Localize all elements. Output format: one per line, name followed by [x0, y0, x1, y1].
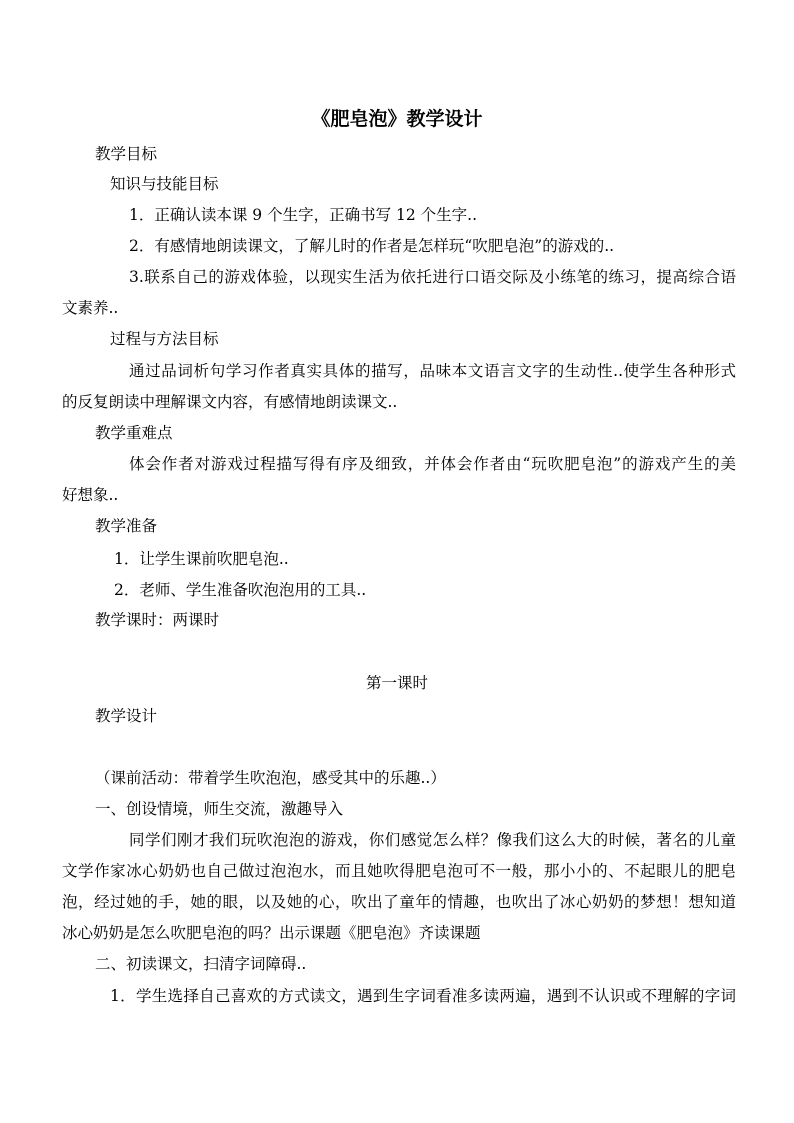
knowledge-item-3-cont: 文素养.. — [62, 299, 119, 317]
prep-item-1: 1．让学生课前吹肥皂泡.. — [114, 550, 289, 568]
document-title: 《肥皂泡》教学设计 — [311, 108, 483, 130]
prep-heading: 教学准备 — [95, 517, 158, 535]
process-heading: 过程与方法目标 — [110, 330, 219, 348]
section1-text-line-2: 文学作家冰心奶奶也自己做过泡泡水，而且她吹得肥皂泡可不一般，那小小的、不起眼儿的肥皂 — [62, 862, 736, 880]
section2-heading: 二、初读课文，扫清字词障碍.. — [95, 955, 307, 973]
section1-text-line-3: 泡，经过她的手，她的眼，以及她的心，吹出了童年的情趣，也吹出了冰心奶奶的梦想！想知道 — [62, 893, 736, 911]
key-heading: 教学重难点 — [95, 424, 173, 442]
process-text-line-1: 通过品词析句学习作者真实具体的描写，品味本文语言文字的生动性..使学生各种形式 — [129, 362, 736, 380]
design-heading: 教学设计 — [95, 707, 158, 725]
prep-item-2: 2．老师、学生准备吹泡泡用的工具.. — [114, 581, 367, 599]
hours-line: 教学课时：两课时 — [95, 611, 220, 629]
pre-activity: （课前活动：带着学生吹泡泡，感受其中的乐趣..） — [95, 769, 446, 787]
section1-text-line-4: 冰心奶奶是怎么吹肥皂泡的吗？出示课题《肥皂泡》齐读课题 — [62, 924, 481, 942]
lesson-heading: 第一课时 — [365, 674, 428, 692]
process-text-line-2: 的反复朗读中理解课文内容，有感情地朗读课文.. — [62, 393, 398, 411]
section1-text-line-1: 同学们刚才我们玩吹泡泡的游戏，你们感觉怎么样？像我们这么大的时候，著名的儿童 — [129, 831, 736, 849]
key-text-line-1: 体会作者对游戏过程描写得有序及细致，并体会作者由“玩吹肥皂泡”的游戏产生的美 — [129, 455, 736, 473]
knowledge-item-2: 2．有感情地朗读课文，了解儿时的作者是怎样玩“吹肥皂泡”的游戏的.. — [129, 237, 615, 255]
key-text-line-2: 好想象.. — [62, 486, 119, 504]
section1-heading: 一、创设情境，师生交流，激趣导入 — [95, 800, 344, 818]
knowledge-item-3: 3.联系自己的游戏体验，以现实生活为依托进行口语交际及小练笔的练习，提高综合语 — [129, 268, 736, 286]
knowledge-heading: 知识与技能目标 — [110, 175, 219, 193]
goals-heading: 教学目标 — [95, 145, 158, 163]
section2-item-1: 1．学生选择自己喜欢的方式读文，遇到生字词看准多读两遍，遇到不认识或不理解的字词 — [110, 987, 736, 1005]
knowledge-item-1: 1．正确认读本课 9 个生字，正确书写 12 个生字.. — [129, 206, 478, 224]
